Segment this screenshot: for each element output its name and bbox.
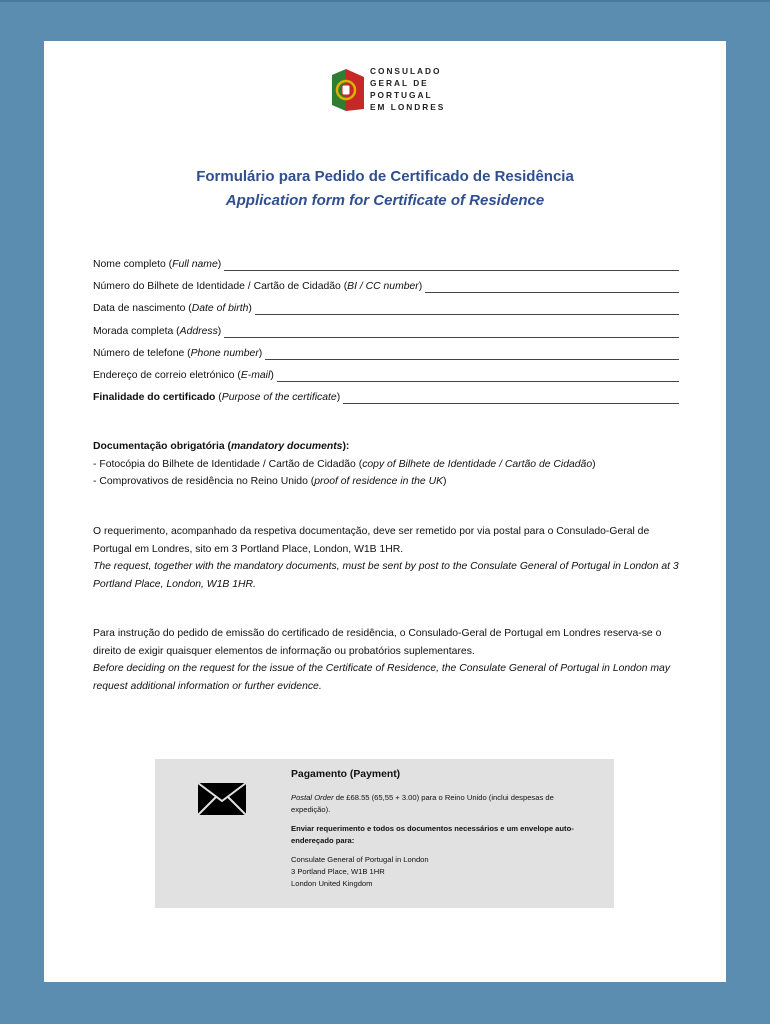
logo-text: [370, 65, 445, 113]
evidence-text-pt: Para instrução do pedido de emissão do certificado de residência, o Consulado-Geral de Portugal em Londres reserva-se o direito de exigir quaisquer elementos de informação ou probatórios suplementares.: [93, 628, 662, 657]
phone-input-line[interactable]: [265, 348, 679, 360]
evidence-paragraph: [93, 625, 683, 695]
portugal-flag-logo-icon: [330, 65, 366, 115]
field-id-number: [93, 281, 679, 303]
document-page: [44, 41, 726, 982]
form-title-pt: Formulário para Pedido de Certificado de Residência: [196, 168, 574, 185]
form-title-en: Application form for Certificate of Residence: [225, 192, 545, 209]
logo-line: EM LONDRES: [370, 102, 446, 112]
field-address: [93, 326, 679, 348]
field-label: Data de nascimento (Date of birth): [93, 303, 252, 315]
consulate-logo: [330, 63, 460, 119]
field-phone: [93, 348, 679, 370]
payment-title: Pagamento (Payment): [291, 769, 401, 780]
field-label: Número do Bilhete de Identidade / Cartão de Cidadão (BI / CC number): [93, 281, 423, 293]
send-instructions: Enviar requerimento e todos os documentos necessários e um envelope auto-endereçado para:: [291, 824, 574, 845]
payment-text: [291, 769, 591, 890]
payment-box: [155, 759, 614, 908]
docs-item: - Fotocópia do Bilhete de Identidade / Cartão de Cidadão (copy of Bilhete de Identidade / Cartão de Cidadão): [93, 458, 596, 470]
evidence-text-en: Before deciding on the request for the issue of the Certificate of Residence, the Consulate General of Portugal in London may request additional information or further evidence.: [93, 663, 671, 692]
email-input-line[interactable]: [277, 370, 679, 382]
field-label: Número de telefone (Phone number): [93, 347, 263, 359]
submission-text-en: The request, together with the mandatory documents, must be sent by post to the Consulate General of Portugal in London at 3 Portland Place, London, W1B 1HR.: [93, 561, 679, 590]
address-line: Consulate General of Portugal in London: [291, 855, 429, 864]
field-label: Endereço de correio eletrónico (E-mail): [93, 369, 274, 381]
date-of-birth-input-line[interactable]: [255, 303, 679, 315]
field-label: Nome completo (Full name): [93, 259, 222, 270]
postal-order-text: Postal Order de £68.55 (65,55 + 3.00) para o Reino Unido (inclui despesas de expedição).: [291, 793, 554, 814]
logo-line: CONSULADO: [370, 66, 442, 76]
mandatory-documents: [93, 438, 683, 491]
full-name-input-line[interactable]: [224, 259, 679, 271]
form-fields: [93, 259, 679, 414]
submission-paragraph: [93, 523, 683, 593]
top-border: [0, 0, 770, 2]
field-label: Finalidade do certificado (Purpose of the certificate): [93, 392, 341, 404]
field-label: Morada completa (Address): [93, 325, 222, 337]
logo-line: PORTUGAL: [370, 90, 433, 100]
field-date-of-birth: [93, 303, 679, 325]
docs-item: - Comprovativos de residência no Reino Unido (proof of residence in the UK): [93, 476, 447, 487]
submission-text-pt: O requerimento, acompanhado da respetiva documentação, deve ser remetido por via postal para o Consulado-Geral de Portugal em Londres, sito em 3 Portland Place, London, W1B 1HR.: [93, 526, 650, 555]
field-purpose: [93, 392, 679, 414]
address-input-line[interactable]: [224, 326, 679, 338]
logo-line: GERAL DE: [370, 78, 429, 88]
id-number-input-line[interactable]: [425, 281, 679, 293]
address-line: London United Kingdom: [291, 879, 373, 888]
field-full-name: [93, 259, 679, 281]
purpose-input-line[interactable]: [343, 392, 679, 404]
envelope-icon: [197, 782, 247, 816]
field-email: [93, 370, 679, 392]
docs-heading: Documentação obrigatória (mandatory documents):: [93, 441, 350, 452]
address-line: 3 Portland Place, W1B 1HR: [291, 867, 385, 876]
